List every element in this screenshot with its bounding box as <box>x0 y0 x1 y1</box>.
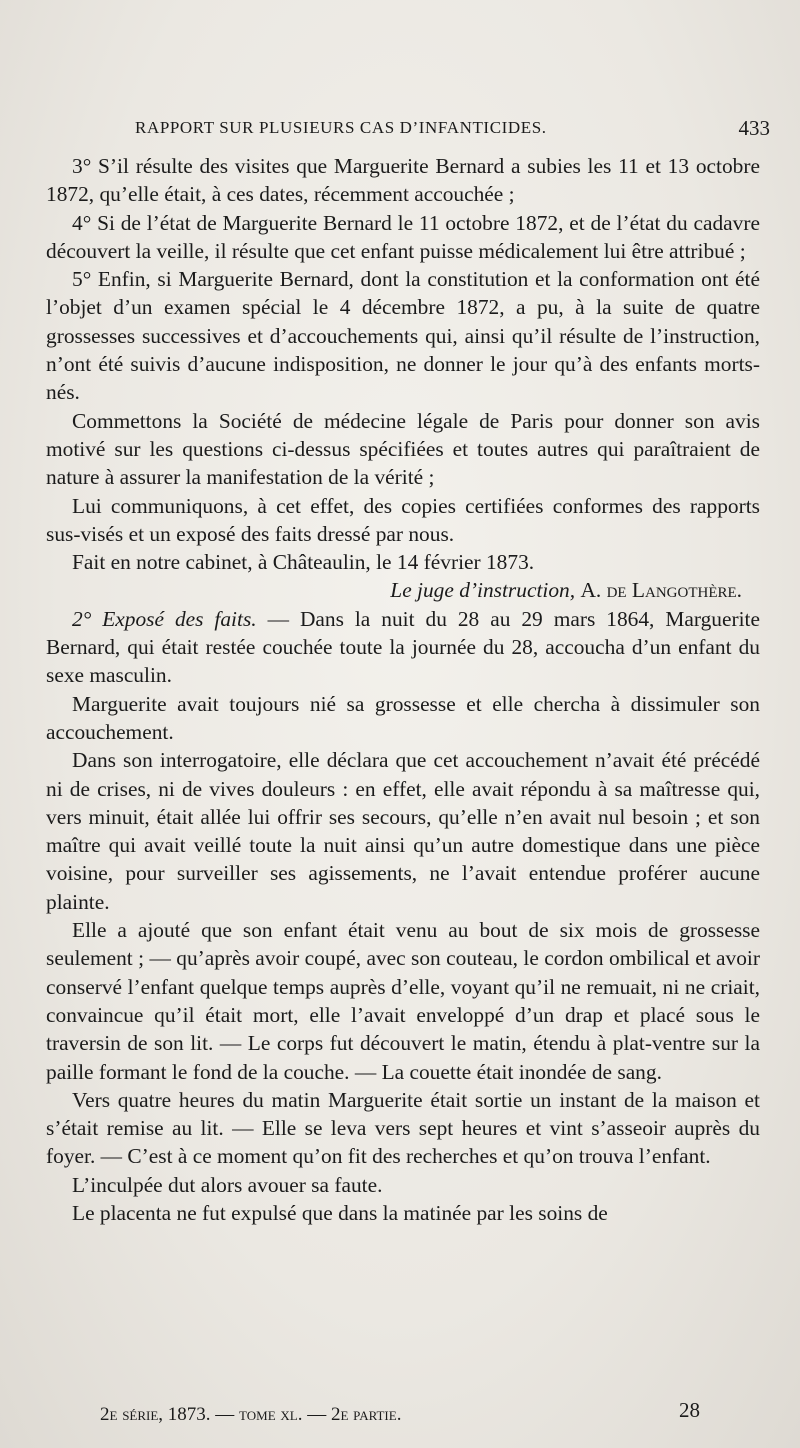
paragraph: 3° S’il résulte des visites que Marguerite Bernard a subies les 11 et 13 octobre 1872, qu’elle était, à ces dates, récemment accouchée ; <box>46 154 760 207</box>
paragraph: Vers quatre heures du matin Marguerite était sortie un instant de la maison et s’était remise au lit. — Elle se leva vers sept heures et vint s’asseoir auprès du foyer. — C’est à ce moment qu’on fit des recherches et qu’on trouva l’enfant. <box>46 1087 760 1169</box>
paragraph: Le placenta ne fut expulsé que dans la matinée par les soins de <box>72 1200 608 1225</box>
signature-role: Le juge d’instruction, <box>390 578 576 603</box>
footer-text: 2e série, 1873. — tome xl. — 2e partie. <box>100 1404 402 1425</box>
running-head <box>40 114 770 144</box>
paragraph: 5° Enfin, si Marguerite Bernard, dont la constitution et la conformation ont été l’objet d’un examen spécial le 4 décembre 1872, a pu, à la suite de quatre grossesses successives et d’accouchements qui, ainsi qu’il résulte de l’instruction, n’ont été suivis d’aucune indisposition, ne donner le jour qu’à des enfants morts-nés. <box>46 267 760 405</box>
running-title: RAPPORT SUR PLUSIEURS CAS D’INFANTICIDES. <box>135 118 547 137</box>
signature-mark: 28 <box>679 1398 700 1422</box>
section-title: 2° Exposé des faits. <box>72 606 257 631</box>
paragraph: 4° Si de l’état de Marguerite Bernard le 11 octobre 1872, et de l’état du cadavre découvert la veille, il résulte que cet enfant puisse médicalement lui être attribué ; <box>46 210 760 263</box>
footer <box>100 1398 700 1432</box>
signature-line <box>46 576 760 604</box>
paragraph: L’inculpée dut alors avouer sa faute. <box>72 1172 383 1197</box>
paragraph: Dans son interrogatoire, elle déclara que cet accouchement n’avait été précédé ni de crises, ni de vives douleurs : en effet, elle avait répondu à sa maîtresse qui, vers minuit, était allée lui offrir ses secours, qu’elle n’en avait nul besoin ; et son maître qui avait veillé toute la nuit ainsi qu’un autre domestique dans une pièce voisine, pour surveiller ses agissements, ne l’avait entendue proférer aucune plainte. <box>46 748 760 914</box>
signature-name: A. de Langothère. <box>580 578 742 603</box>
section-paragraph <box>46 605 760 690</box>
paragraph: Commettons la Société de médecine légale de Paris pour donner son avis motivé sur les questions ci-dessus spécifiées et toutes autres qui paraîtraient de nature à assurer la manifestation de la vérité ; <box>46 408 760 490</box>
body-text <box>46 152 760 1227</box>
paragraph: Lui communiquons, à cet effet, des copies certifiées conformes des rapports sus-visés et un exposé des faits dressé par nous. <box>46 493 760 546</box>
page-number: 433 <box>738 116 770 140</box>
paragraph: Fait en notre cabinet, à Châteaulin, le 14 février 1873. <box>72 550 535 575</box>
paragraph: Marguerite avait toujours nié sa grossesse et elle chercha à dissimuler son accouchement. <box>46 691 760 744</box>
section-text: — Dans la nuit du 28 au 29 mars 1864, Marguerite Bernard, qui était restée couchée toute la journée du 28, accoucha d’un enfant du sexe masculin. <box>46 606 760 688</box>
paragraph: Elle a ajouté que son enfant était venu au bout de six mois de grossesse seulement ; — qu’après avoir coupé, avec son couteau, le cordon ombilical et avoir conservé l’enfant quelque temps auprès d’elle, voyant qu’il ne remuait, ni ne criait, convaincue qu’il était mort, elle l’avait enveloppé d’un drap et placé sous le traversin de son lit. — Le corps fut découvert le matin, étendu à plat-ventre sur la paille formant le fond de la couche. — La couette était inondée de sang. <box>46 918 760 1084</box>
